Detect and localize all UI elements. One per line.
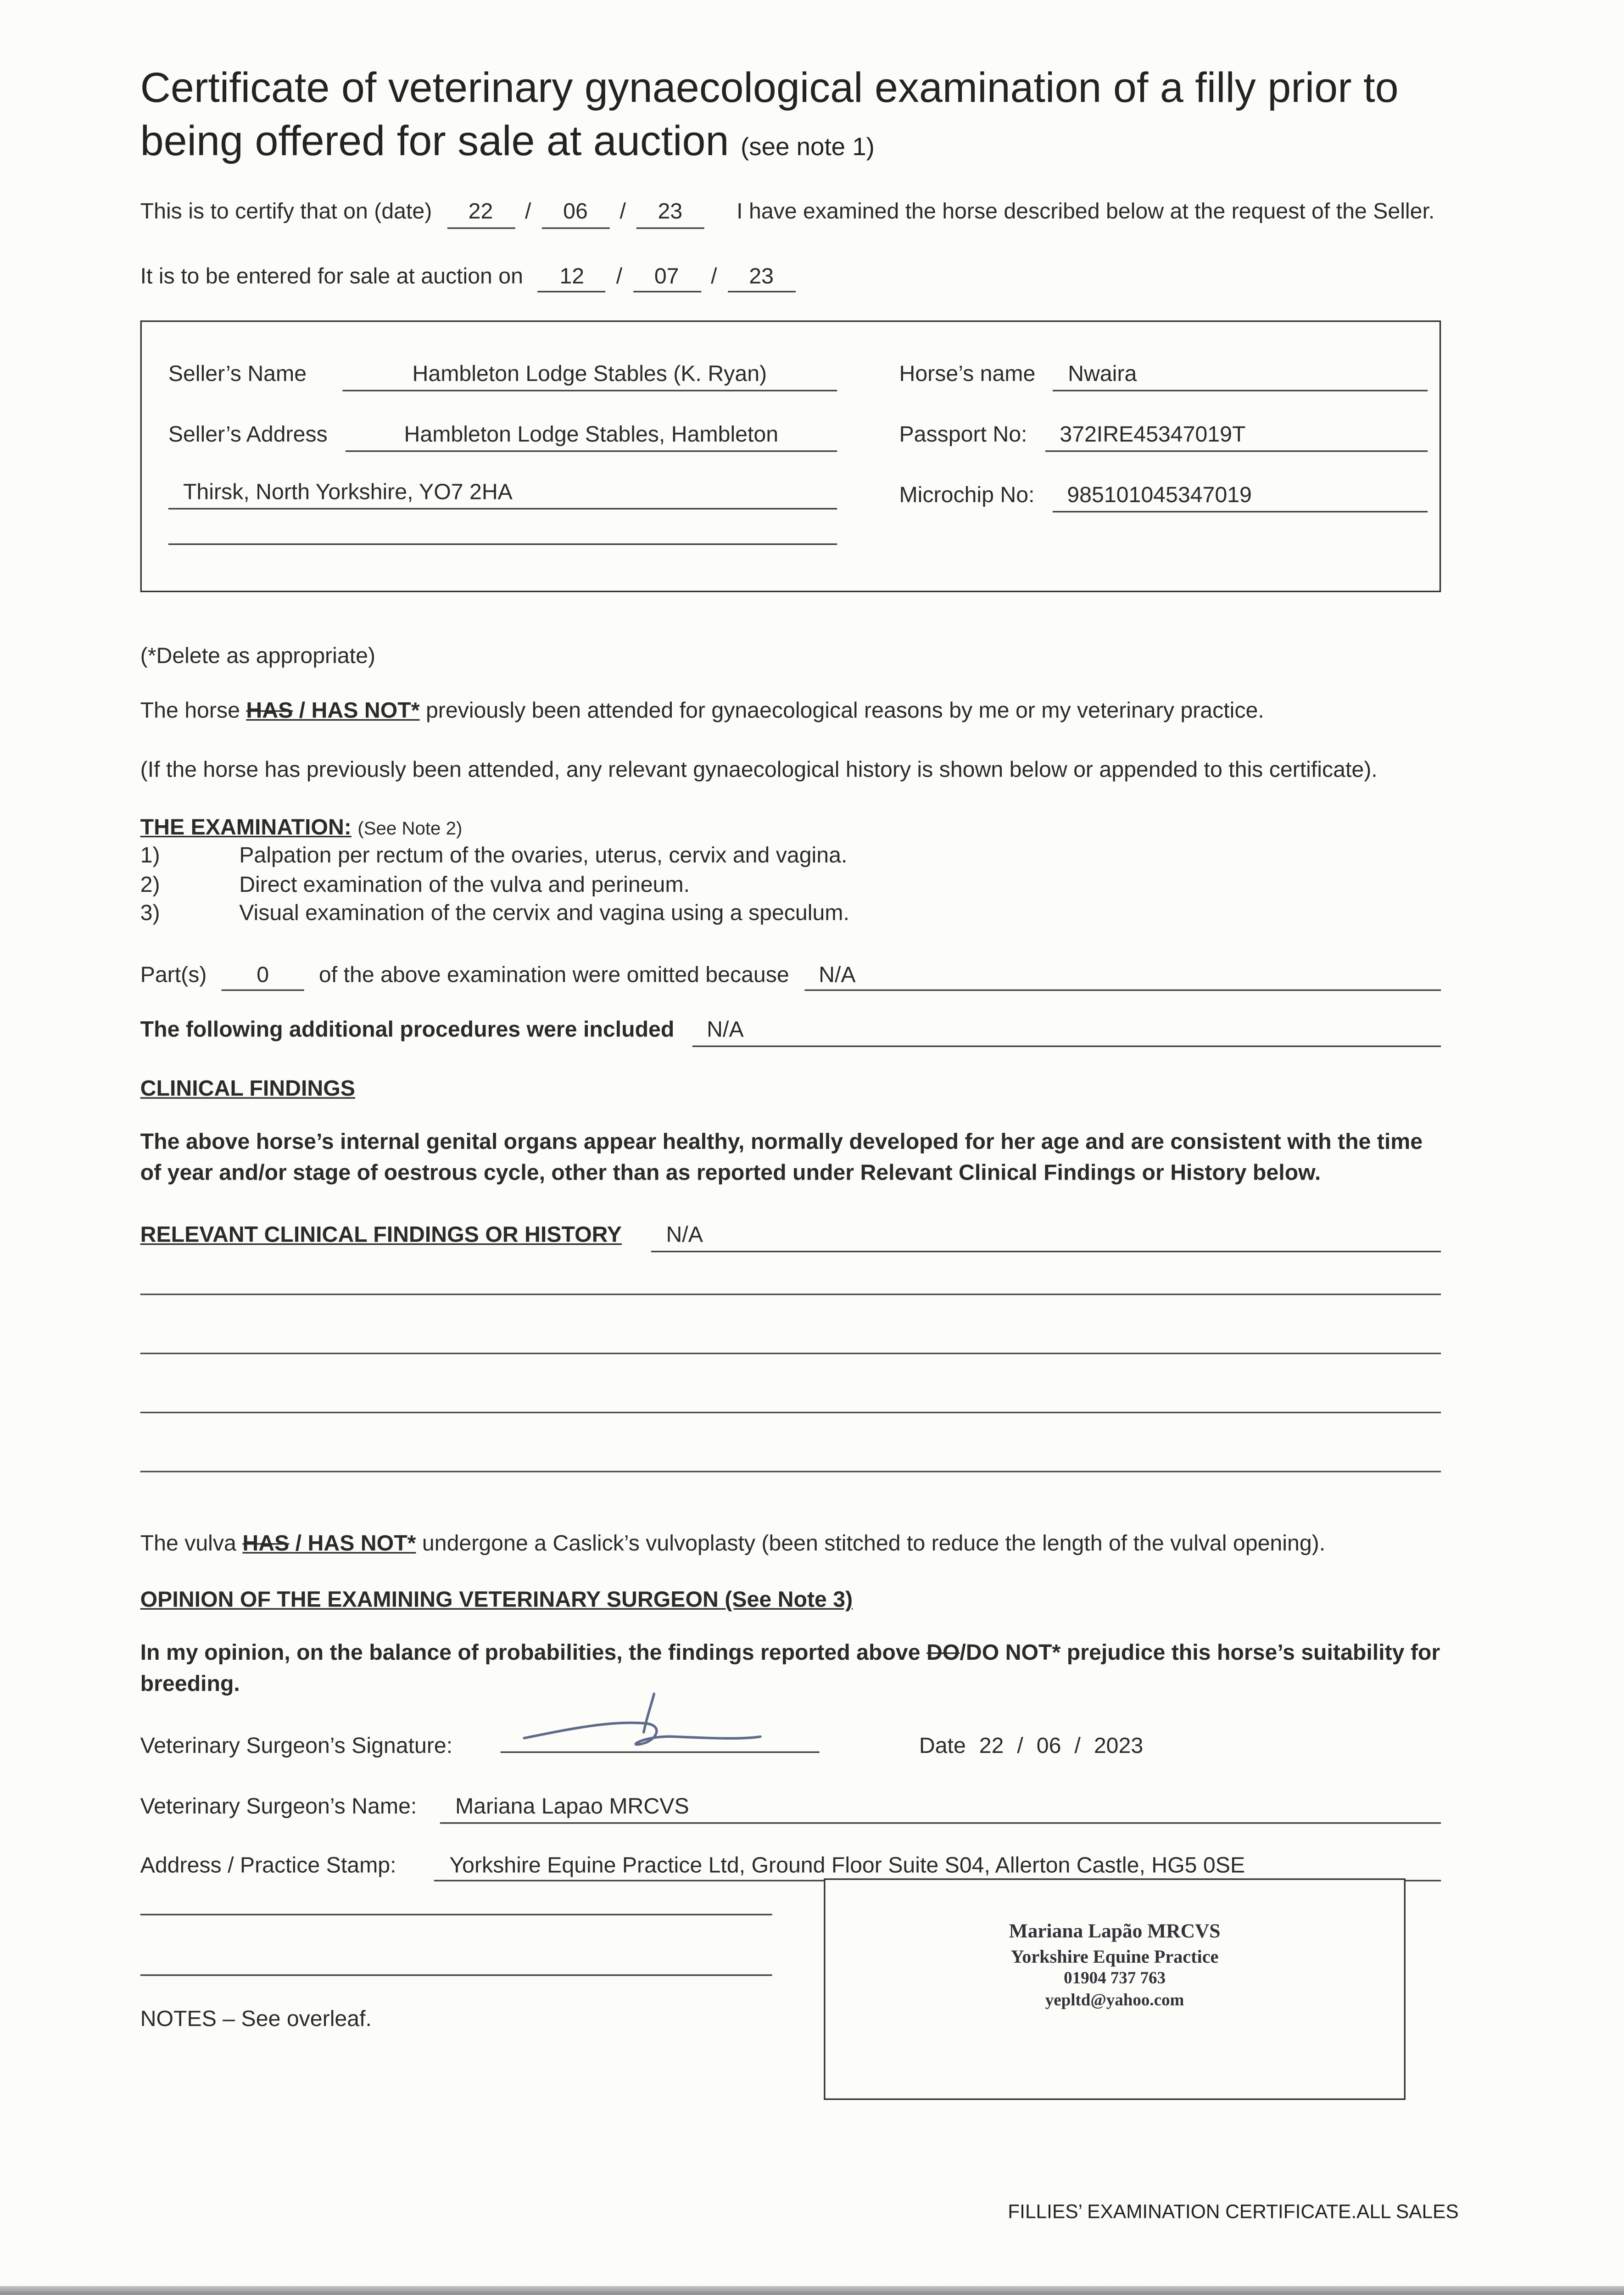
seller-address-field-1: Hambleton Lodge Stables, Hambleton — [345, 425, 837, 452]
date-day: 22 — [979, 1733, 1004, 1759]
signature-date-group — [919, 1732, 1156, 1761]
scan-bottom-edge — [0, 2286, 1624, 2295]
relevant-findings-blank-lines — [140, 1293, 1441, 1472]
certify-line — [140, 198, 1441, 229]
certify-prefix: This is to certify that on (date) — [140, 200, 432, 225]
horse-name-field: Nwaira — [1053, 364, 1428, 392]
examination-item-2-num: 2) — [140, 873, 160, 898]
omitted-mid: of the above examination were omitted because — [318, 963, 789, 988]
opinion-do-not: DO NOT* — [965, 1640, 1061, 1666]
slash: / — [1017, 1733, 1023, 1759]
examination-item-2 — [140, 871, 1441, 900]
blank-line — [140, 1293, 1441, 1295]
seller-address-row-3 — [168, 543, 837, 603]
seller-address-field-2: Thirsk, North Yorkshire, YO7 2HA — [168, 482, 837, 509]
signature-field — [500, 1726, 819, 1753]
practice-stamp — [825, 1918, 1404, 2014]
opinion-separator: / — [960, 1640, 966, 1666]
blank-line — [140, 1471, 1441, 1472]
passport-label: Passport No: — [899, 423, 1027, 448]
title-note: (see note 1) — [741, 133, 875, 162]
address-blank-line-2 — [140, 1975, 772, 1976]
vulva-separator: / — [289, 1531, 308, 1556]
stamp-name: Mariana Lapão MRCVS — [1009, 1920, 1221, 1942]
signature-label: Veterinary Surgeon’s Signature: — [140, 1733, 453, 1759]
clinical-findings-heading: CLINICAL FINDINGS — [140, 1076, 355, 1102]
attended-has-not: HAS NOT* — [311, 698, 420, 724]
title-line-2: being offered for sale at auction — [140, 118, 729, 166]
practice-stamp-box — [824, 1878, 1406, 2100]
omitted-reason-field: N/A — [804, 964, 1441, 991]
opinion-heading: OPINION OF THE EXAMINING VETERINARY SURGEON (See Note 3) — [140, 1588, 853, 1613]
surgeon-name-label: Veterinary Surgeon’s Name: — [140, 1795, 417, 1820]
examination-item-3 — [140, 900, 1441, 929]
blank-line — [140, 1411, 1441, 1413]
slash: / — [525, 200, 531, 225]
auction-line — [140, 263, 1441, 293]
relevant-findings-field: N/A — [651, 1225, 1441, 1252]
signature-row — [140, 1726, 1441, 1761]
title-line-1: Certificate of veterinary gynaecological examination of a filly prior to — [140, 65, 1399, 112]
relevant-findings-line — [140, 1222, 1441, 1252]
attended-separator: / — [293, 698, 312, 724]
examination-section — [140, 813, 1441, 929]
examination-item-1-num: 1) — [140, 844, 160, 869]
horse-name-row — [858, 361, 1428, 421]
examination-heading-note: (See Note 2) — [357, 817, 463, 839]
vulva-pre: The vulva — [140, 1531, 236, 1556]
date-year: 2023 — [1094, 1733, 1144, 1759]
opinion-pre: In my opinion, on the balance of probabilities, the findings reported above — [140, 1640, 921, 1666]
slash: / — [1074, 1733, 1081, 1759]
omitted-line — [140, 961, 1441, 991]
document-title — [140, 62, 1441, 169]
slash: / — [616, 264, 623, 290]
vulva-has-not: HAS NOT* — [307, 1531, 416, 1556]
microchip-field: 985101045347019 — [1052, 485, 1428, 512]
passport-row — [858, 421, 1428, 482]
stamp-phone: 01904 737 763 — [1064, 1970, 1166, 1988]
blank-line — [140, 1353, 1441, 1354]
auction-year-field: 23 — [727, 266, 795, 293]
auction-prefix: It is to be entered for sale at auction on — [140, 264, 524, 290]
delete-note: (*Delete as appropriate) — [140, 644, 376, 670]
examination-item-3-text: Visual examination of the cervix and vagina using a speculum. — [239, 901, 849, 927]
surgeon-name-field: Mariana Lapao MRCVS — [441, 1796, 1441, 1824]
additional-procedures-field: N/A — [692, 1019, 1441, 1047]
practice-address-label: Address / Practice Stamp: — [140, 1853, 396, 1879]
attended-has-struck: HAS — [246, 698, 293, 724]
certify-month-field: 06 — [541, 202, 609, 229]
opinion-heading-line — [140, 1587, 1441, 1616]
seller-address-row — [168, 421, 837, 482]
certify-suffix: I have examined the horse described below at the request of the Seller. — [737, 200, 1435, 225]
certify-year-field: 23 — [636, 202, 704, 229]
auction-month-field: 07 — [633, 266, 701, 293]
date-label: Date — [919, 1733, 966, 1759]
horse-name-label: Horse’s name — [899, 362, 1036, 388]
history-note: (If the horse has previously been attended, any relevant gynaecological history is shown below or appended to this certificate). — [140, 758, 1378, 784]
notes-line: NOTES – See overleaf. — [140, 2007, 372, 2032]
opinion-do-struck: DO — [926, 1640, 960, 1666]
signature-ink — [512, 1688, 792, 1764]
attended-pre: The horse — [140, 698, 240, 724]
address-blank-line-1 — [140, 1914, 772, 1915]
examination-heading: THE EXAMINATION: — [140, 815, 352, 840]
additional-procedures-line — [140, 1017, 1441, 1047]
examination-item-2-text: Direct examination of the vulva and perineum. — [239, 873, 690, 898]
vulva-post: undergone a Caslick’s vulvoplasty (been stitched to reduce the length of the vulval opening). — [422, 1531, 1326, 1556]
practice-address-field: Yorkshire Equine Practice Ltd, Ground Floor Suite S04, Allerton Castle, HG5 0SE — [435, 1855, 1441, 1882]
seller-name-row — [168, 361, 837, 421]
slash: / — [619, 200, 626, 225]
omitted-pre: Part(s) — [140, 963, 207, 988]
attended-post: previously been attended for gynaecological reasons by me or my veterinary practice. — [425, 698, 1264, 724]
practice-address-row — [140, 1852, 1441, 1882]
attended-line — [140, 697, 1441, 726]
horse-details-box — [140, 321, 1441, 593]
passport-field: 372IRE45347019T — [1045, 425, 1428, 452]
surgeon-name-row — [140, 1793, 1441, 1824]
seller-name-label: Seller’s Name — [168, 362, 307, 388]
empty-cell — [858, 543, 1428, 603]
examination-item-3-num: 3) — [140, 901, 160, 927]
microchip-row — [858, 482, 1428, 543]
stamp-practice: Yorkshire Equine Practice — [1010, 1946, 1219, 1967]
examination-item-1-text: Palpation per rectum of the ovaries, uterus, cervix and vagina. — [239, 844, 848, 869]
date-month: 06 — [1036, 1733, 1061, 1759]
additional-procedures-label: The following additional procedures were included — [140, 1018, 675, 1043]
omitted-count-field: 0 — [222, 964, 304, 991]
slash: / — [711, 264, 717, 290]
footer-text: FILLIES’ EXAMINATION CERTIFICATE.ALL SALES — [1008, 2200, 1459, 2223]
examination-heading-line — [140, 813, 1441, 842]
seller-address-label: Seller’s Address — [168, 423, 328, 448]
opinion-post: prejudice this horse’s suitability for breeding. — [140, 1640, 1440, 1697]
clinical-findings-paragraph: The above horse’s internal genital organs appear healthy, normally developed for her age and are consistent with the time of year and/or stage of oestrous cycle, other than as reported under Relevant Clinical Findings or History below. — [140, 1130, 1423, 1187]
microchip-label: Microchip No: — [899, 483, 1035, 509]
auction-day-field: 12 — [538, 266, 606, 293]
examination-item-1 — [140, 842, 1441, 871]
seller-name-field: Hambleton Lodge Stables (K. Ryan) — [342, 364, 837, 392]
clinical-findings-heading-line — [140, 1075, 1441, 1104]
stamp-email: yepltd@yahoo.com — [1045, 1993, 1184, 2011]
certify-day-field: 22 — [446, 202, 514, 229]
seller-address-row-2 — [168, 482, 837, 543]
vulva-line — [140, 1530, 1441, 1559]
vulva-has-struck: HAS — [242, 1531, 290, 1556]
relevant-findings-heading: RELEVANT CLINICAL FINDINGS OR HISTORY — [140, 1223, 622, 1248]
seller-address-field-3 — [168, 543, 837, 545]
